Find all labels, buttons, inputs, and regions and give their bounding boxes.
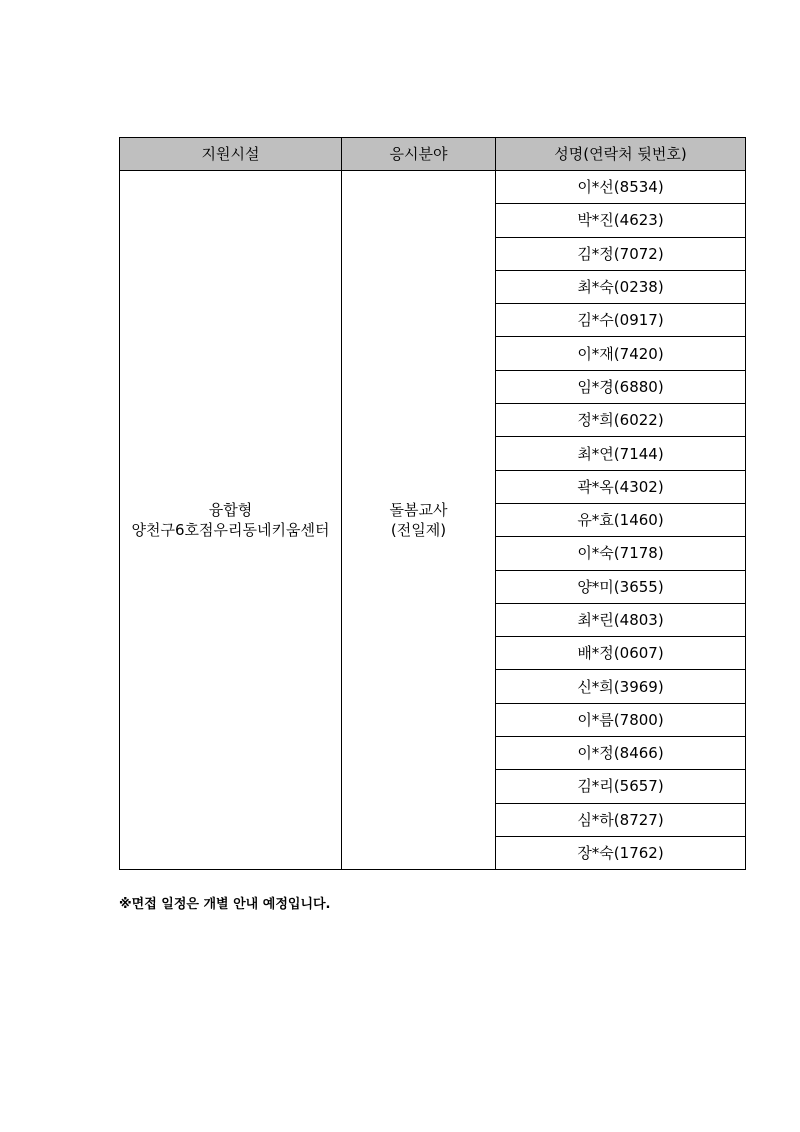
applicant-name-cell: 이*재(7420) [496, 337, 746, 370]
applicant-name-cell: 정*희(6022) [496, 404, 746, 437]
field-line: (전일제) [390, 521, 447, 540]
applicant-name-cell: 최*린(4803) [496, 603, 746, 636]
applicant-name-cell: 이*름(7800) [496, 703, 746, 736]
applicant-table [119, 137, 746, 870]
applicant-name-cell: 이*선(8534) [496, 171, 746, 204]
applicant-name-cell: 임*경(6880) [496, 370, 746, 403]
applicant-name-cell: 김*정(7072) [496, 237, 746, 270]
field-cell [342, 171, 496, 870]
header-row [120, 138, 746, 171]
facility-line: 양천구6호점우리동네키움센터 [131, 521, 330, 540]
applicant-name-cell: 배*정(0607) [496, 637, 746, 670]
applicant-name-cell: 박*진(4623) [496, 204, 746, 237]
applicant-name-cell: 최*연(7144) [496, 437, 746, 470]
applicant-name-cell: 신*희(3969) [496, 670, 746, 703]
applicant-name-cell: 이*정(8466) [496, 737, 746, 770]
header-field: 응시분야 [342, 138, 496, 171]
applicant-name-cell: 양*미(3655) [496, 570, 746, 603]
applicant-name-cell: 곽*옥(4302) [496, 470, 746, 503]
applicant-name-cell: 김*리(5657) [496, 770, 746, 803]
applicant-name-cell: 심*하(8727) [496, 803, 746, 836]
applicant-name-cell: 장*숙(1762) [496, 836, 746, 869]
applicant-name-cell: 유*효(1460) [496, 503, 746, 536]
field-line: 돌봄교사 [389, 501, 448, 520]
facility-cell [120, 171, 342, 870]
header-facility: 지원시설 [120, 138, 342, 171]
facility-line: 융합형 [208, 501, 253, 520]
applicant-name-cell: 이*숙(7178) [496, 537, 746, 570]
footnote: ※면접 일정은 개별 안내 예정입니다. [119, 897, 331, 912]
applicant-name-cell: 김*수(0917) [496, 304, 746, 337]
applicant-name-cell: 최*숙(0238) [496, 270, 746, 303]
header-name: 성명(연락처 뒷번호) [496, 138, 746, 171]
table-body [120, 171, 746, 870]
table-row [120, 171, 746, 204]
